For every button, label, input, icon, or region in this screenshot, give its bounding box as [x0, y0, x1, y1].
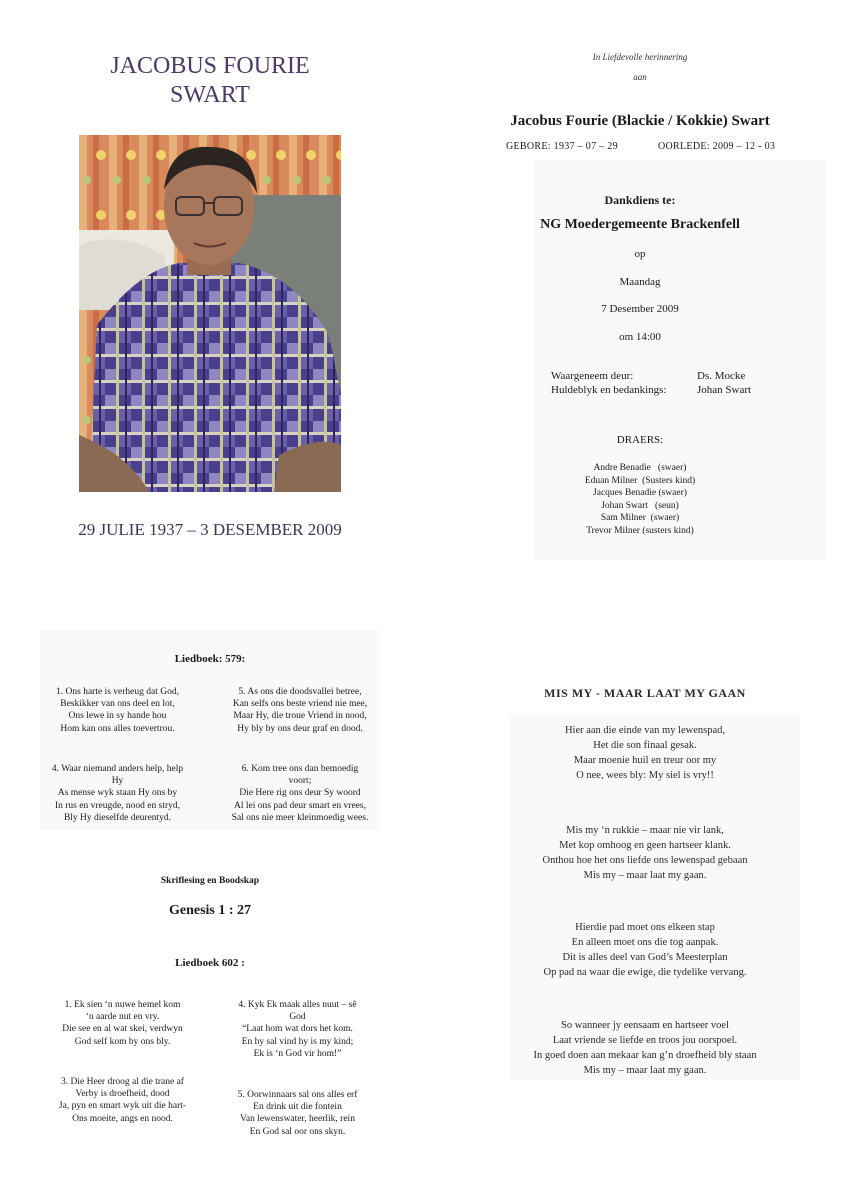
poem-line: Maar moenie huil en treur oor my [573, 755, 717, 766]
verse-line: Ons lewe in sy hande hou [68, 711, 167, 722]
verse-line: Kan selfs ons beste vriend nie mee, [232, 699, 368, 710]
verse-line: Ek is ‘n God vir hom!” [253, 1048, 342, 1059]
bearer-item: Jacques Benadie (swaer) [593, 488, 687, 499]
poem-stanza-1 [470, 723, 820, 783]
verse-line: 3. Die Heer droog al die trane af [61, 1077, 184, 1087]
verse-line: Maar Hy, die troue Vriend in nood, [233, 711, 367, 722]
poem-line: Hier aan die einde van my lewenspad, [564, 725, 726, 736]
scripture-reference: Genesis 1 : 27 [168, 903, 252, 918]
verse-line: 6. Kom tree ons dan bemoedig [241, 764, 359, 774]
verse-line: Die see en al wat skei, verdwyn [62, 1024, 183, 1035]
service-heading: Dankdiens te: [604, 193, 676, 207]
deceased-name-title [60, 52, 360, 110]
church-name: NG Moedergemeente Brackenfell [540, 217, 740, 232]
poem-stanza-3 [470, 920, 820, 980]
verse-line: As mense wyk staan Hy ons by [57, 788, 178, 799]
poem-line: Mis my – maar laat my gaan. [583, 1065, 707, 1076]
poem-line: Mis my – maar laat my gaan. [583, 870, 707, 881]
role-person: Johan Swart [697, 384, 752, 396]
verse-line: 4. Kyk Ek maak alles nuut – sê [238, 1000, 357, 1010]
poem-line: Mis my ‘n rukkie – maar nie vir lank, [566, 825, 724, 836]
memorial-line-2: aan [633, 72, 647, 82]
hymn-579-verse-6 [205, 763, 395, 824]
verse-line: “Laat hom wat dors het kom. [242, 1024, 353, 1035]
poem-line: So wanneer jy eensaam en hartseer voel [561, 1020, 729, 1031]
hymn-579-verse-1 [30, 686, 205, 735]
service-op: op [634, 248, 646, 260]
role-label: Huldeblyk en bedankings: [551, 384, 667, 396]
poem-line: Het die son finaal gesak. [593, 740, 697, 751]
bearers-list [430, 462, 849, 538]
poem-title: MIS MY - MAAR LAAT MY GAAN [544, 686, 746, 700]
verse-line: En God sal oor ons skyn. [249, 1126, 346, 1137]
hymn-602-verse-5 [210, 1089, 385, 1138]
verse-line: Die Here rig ons deur Sy woord [239, 788, 361, 799]
bearer-item: Trevor Milner (susters kind) [586, 525, 694, 536]
bearer-item: Johan Swart (seun) [601, 500, 679, 511]
poem-line: Dit is alles deel van God’s Meesterplan [562, 952, 728, 963]
service-details [430, 0, 849, 600]
bearer-item: Sam Milner (swaer) [600, 513, 680, 524]
verse-line: God [289, 1012, 306, 1023]
verse-line: Ja, pyn en smart wyk uit die hart- [58, 1101, 187, 1112]
born-date: GEBORE: 1937 – 07 – 29 [506, 141, 618, 152]
memorial-line-1: In Liefdevolle herinnering [592, 52, 688, 62]
verse-line: Hy [111, 776, 124, 787]
role-label: Waargeneem deur: [551, 370, 634, 382]
verse-line: ‘n aarde nut en vry. [85, 1012, 160, 1023]
verse-line: 4. Waar niemand anders help, help [51, 764, 184, 774]
verse-line: Hy bly by ons deur graf en dood. [237, 723, 363, 734]
full-name: Jacobus Fourie (Blackie / Kokkie) Swart [510, 113, 770, 129]
poem-stanza-2 [470, 823, 820, 883]
service-date: 7 Desember 2009 [601, 303, 679, 315]
hymn-602-verse-3 [30, 1076, 215, 1125]
died-date: OORLEDE: 2009 – 12 - 03 [658, 141, 776, 152]
poem-line: Met kop omhoog en geen hartseer klank. [559, 840, 731, 851]
verse-line: Verby is droefheid, dood [75, 1089, 170, 1100]
poem-line: Onthou hoe het ons liefde ons lewenspad gebaan [542, 855, 748, 866]
portrait-photo [79, 135, 341, 492]
hymn-579-verse-4 [30, 763, 205, 824]
bearer-item: Andre Benadie (swaer) [593, 463, 687, 473]
service-day: Maandag [619, 276, 661, 288]
verse-line: voort; [288, 776, 312, 787]
poem-line: Hierdie pad moet ons elkeen stap [575, 922, 715, 933]
verse-line: En drink uit die fontein [253, 1102, 342, 1113]
verse-line: Hom kan ons alles toevertrou. [60, 723, 175, 734]
name-line-1: JACOBUS FOURIE [110, 53, 310, 79]
verse-line: Beskikker van ons deel en lot, [60, 699, 175, 710]
verse-line: In rus en vreugde, nood en stryd, [54, 800, 181, 811]
role-person: Ds. Mocke [697, 370, 746, 382]
bearer-item: Eduan Milner (Susters kind) [584, 475, 696, 486]
poem-stanza-4 [470, 1018, 820, 1078]
poem-line: Laat vriende se liefde en troos jou oorspoel. [552, 1035, 738, 1046]
hymn-579-verse-5 [205, 686, 395, 735]
verse-line: Bly Hy dieselfde deurentyd. [63, 812, 172, 823]
scripture-heading: Skriflesing en Boodskap [160, 876, 260, 886]
hymn-602-verse-1 [30, 999, 215, 1048]
poem-line: Op pad na waar die ewige, die tydelike vervang. [543, 967, 747, 978]
poem-line: En alleen moet ons die tog aanpak. [571, 937, 719, 948]
verse-line: Van lewenswater, heerlik, rein [240, 1114, 355, 1125]
name-line-2: SWART [170, 82, 250, 108]
service-time: om 14:00 [619, 331, 661, 343]
poem-line: In goed doen aan mekaar kan g’n droefheid bly staan [533, 1050, 757, 1061]
life-dates: 29 JULIE 1937 – 3 DESEMBER 2009 [78, 520, 342, 539]
verse-line: 1. Ek sien ‘n nuwe hemel kom [64, 1000, 181, 1010]
verse-line: En hy sal vind hy is my kind; [241, 1036, 354, 1047]
bearers-heading: DRAERS: [616, 434, 664, 446]
verse-line: Al lei ons pad deur smart en vrees, [234, 800, 366, 811]
hymn-579-title: Liedboek: 579: [174, 653, 246, 665]
verse-line: 5. Oorwinnaars sal ons alles erf [237, 1090, 358, 1100]
hymn-602-title: Liedboek 602 : [175, 957, 245, 969]
verse-line: God self kom by ons bly. [74, 1036, 171, 1047]
hymn-602-verse-4 [210, 999, 385, 1060]
verse-line: 1. Ons harte is verheug dat God, [56, 687, 179, 697]
verse-line: 5. As ons die doodsvallei betree, [238, 687, 362, 697]
verse-line: Ons moeite, angs en nood. [72, 1113, 173, 1124]
poem-line: O nee, wees bly: My siel is vry!! [576, 770, 714, 781]
verse-line: Sal ons nie meer kleinmoedig wees. [231, 812, 369, 823]
